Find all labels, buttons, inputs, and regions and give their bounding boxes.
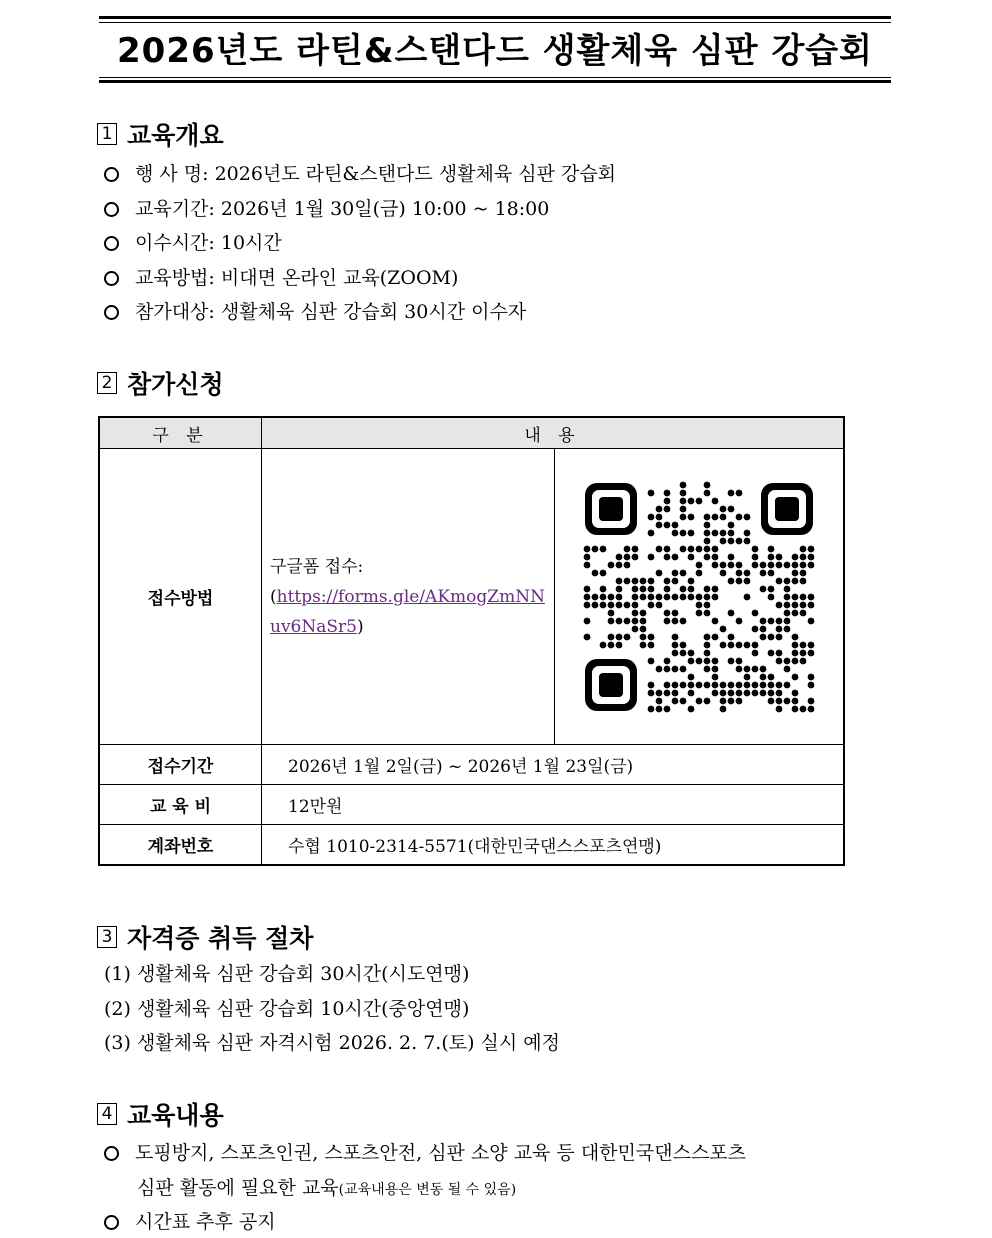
list-item-text: 교육기간: 2026년 1월 30일(금) 10:00 ~ 18:00 — [135, 198, 550, 220]
registration-table — [98, 416, 845, 866]
page-title: 2026년도 라틴&스탠다드 생활체육 심판 강습회 — [117, 31, 873, 71]
registration-period: 2026년 1월 2일(금) ~ 2026년 1월 23일(금) — [262, 745, 845, 785]
list-item: (1) 생활체육 심판 강습회 30시간(시도연맹) — [104, 963, 470, 985]
list-item — [104, 196, 549, 222]
list-item-text: 이수시간: 10시간 — [135, 232, 282, 254]
google-form-label: 구글폼 접수: — [270, 556, 364, 577]
list-item-text: 참가대상: 생활체육 심판 강습회 30시간 이수자 — [135, 301, 527, 323]
paren-close: ) — [356, 616, 364, 637]
list-item — [104, 299, 526, 325]
section-2-heading — [97, 366, 224, 400]
paren-open: ( — [270, 586, 277, 607]
list-item-text: 도핑방지, 스포츠인권, 스포츠안전, 심판 소양 교육 등 대한민국댄스스포츠 — [135, 1142, 747, 1164]
hollow-circle-icon — [104, 1146, 119, 1161]
column-header-content: 내 용 — [262, 417, 845, 449]
table-row — [99, 449, 844, 745]
list-item-continuation — [137, 1175, 516, 1203]
section-number: 1 — [97, 123, 117, 145]
hollow-circle-icon — [104, 1215, 119, 1230]
hollow-circle-icon — [104, 305, 119, 320]
tuition-fee: 12만원 — [262, 785, 845, 825]
row-label-fee: 교 육 비 — [99, 785, 262, 825]
hollow-circle-icon — [104, 202, 119, 217]
google-form-link-wrap — [270, 582, 546, 642]
note-text: (교육내용은 변동 될 수 있음) — [338, 1182, 517, 1198]
table-row — [99, 745, 844, 785]
title-rule-bottom-thick — [99, 80, 891, 83]
list-item-text: 심판 활동에 필요한 교육 — [137, 1177, 339, 1199]
list-item-text: 행 사 명: 2026년도 라틴&스탠다드 생활체육 심판 강습회 — [135, 163, 617, 185]
list-item — [104, 230, 282, 256]
list-item — [104, 265, 458, 291]
section-number: 3 — [97, 926, 117, 948]
title-box — [99, 16, 891, 86]
list-item-text: 시간표 추후 공지 — [135, 1211, 276, 1233]
section-title: 참가신청 — [127, 370, 224, 399]
title-rule-top-thin — [99, 22, 891, 23]
section-title: 교육내용 — [127, 1101, 224, 1130]
google-form-link[interactable]: https://forms.gle/AKmogZmNNuv6NaSr5 — [270, 586, 545, 637]
list-item: (2) 생활체육 심판 강습회 10시간(중앙연맹) — [104, 998, 470, 1020]
row-label-method: 접수방법 — [99, 449, 262, 745]
hollow-circle-icon — [104, 236, 119, 251]
title-rule-top-thick — [99, 16, 891, 19]
section-title: 자격증 취득 절차 — [127, 924, 314, 953]
qr-code-icon[interactable] — [583, 481, 815, 713]
qr-cell — [555, 449, 845, 745]
google-form-cell — [262, 449, 555, 745]
section-4-heading — [97, 1097, 224, 1131]
row-label-account: 계좌번호 — [99, 825, 262, 865]
title-rule-bottom-thin — [99, 77, 891, 78]
section-number: 2 — [97, 372, 117, 394]
hollow-circle-icon — [104, 167, 119, 182]
column-header-category: 구 분 — [99, 417, 262, 449]
list-item-text: 교육방법: 비대면 온라인 교육(ZOOM) — [135, 267, 459, 289]
section-3-heading — [97, 920, 313, 954]
row-label-period: 접수기간 — [99, 745, 262, 785]
list-item: (3) 생활체육 심판 자격시험 2026. 2. 7.(토) 실시 예정 — [104, 1032, 561, 1054]
section-number: 4 — [97, 1103, 117, 1125]
section-title: 교육개요 — [127, 121, 224, 150]
table-row — [99, 785, 844, 825]
table-header-row — [99, 417, 844, 449]
hollow-circle-icon — [104, 271, 119, 286]
list-item — [104, 1209, 276, 1235]
bank-account: 수협 1010-2314-5571(대한민국댄스스포츠연맹) — [262, 825, 845, 865]
table-row — [99, 825, 844, 865]
list-item — [104, 161, 616, 187]
list-item — [104, 1140, 746, 1166]
section-1-heading — [97, 117, 224, 151]
